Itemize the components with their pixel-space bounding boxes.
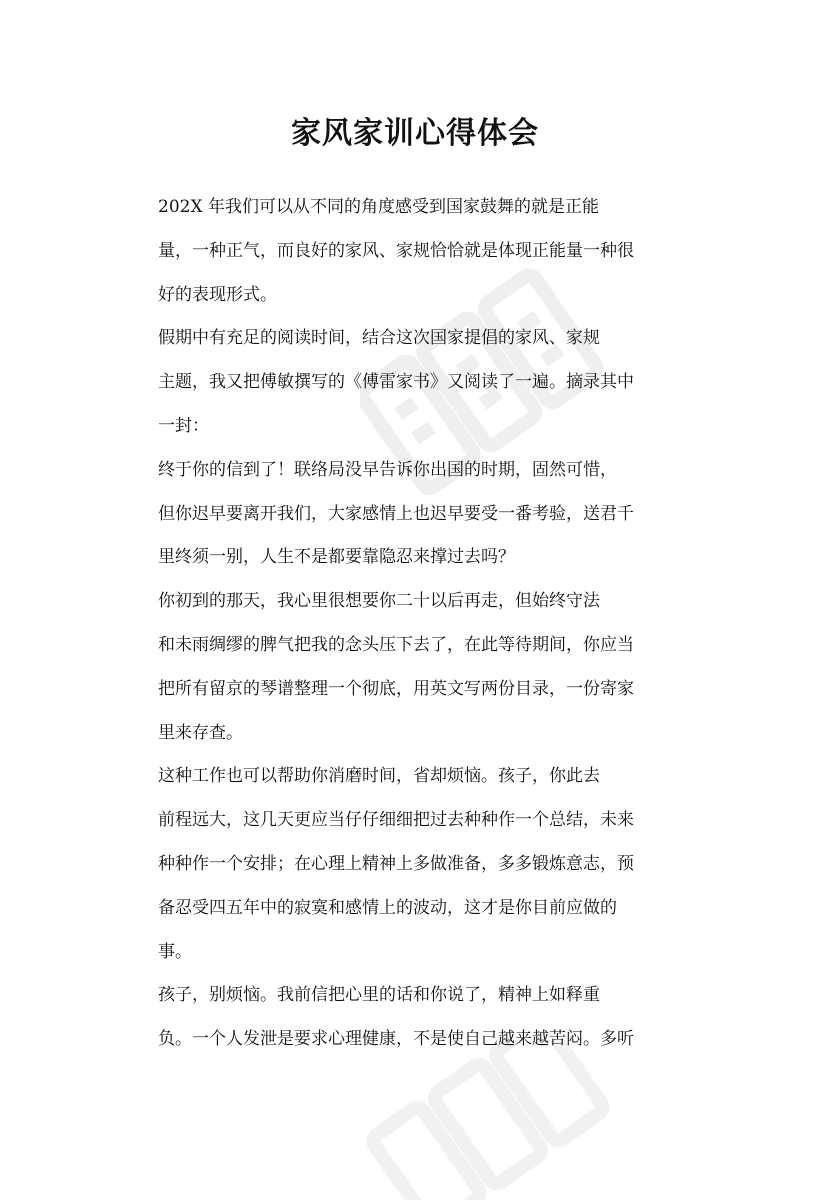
text-line: 负。一个人发泄是要求心理健康，不是使自己越来越苦闷。多听 bbox=[158, 1029, 634, 1050]
text-line: 孩子，别烦恼。我前信把心里的话和你说了，精神上如释重 bbox=[158, 985, 600, 1006]
text-line: 事。 bbox=[158, 941, 192, 962]
watermark-logo-bottom-icon bbox=[360, 1040, 610, 1200]
text-line: 终于你的信到了！联络局没早告诉你出国的时期，固然可惜， bbox=[158, 459, 617, 480]
text-line: 202X 年我们可以从不同的角度感受到国家鼓舞的就是正能 bbox=[158, 197, 599, 217]
text-line: 把所有留京的琴谱整理一个彻底，用英文写两份目录，一份寄家 bbox=[158, 678, 634, 699]
text-line: 里来存查。 bbox=[158, 722, 243, 743]
text-line: 和未雨绸缪的脾气把我的念头压下去了，在此等待期间，你应当 bbox=[158, 634, 634, 655]
text-line: 种种作一个安排；在心理上精神上多做准备，多多锻炼意志，预 bbox=[158, 853, 634, 874]
text-line: 但你迟早要离开我们，大家感情上也迟早要受一番考验，送君千 bbox=[158, 503, 634, 524]
document-body bbox=[158, 186, 638, 1062]
text-line: 主题，我又把傅敏撰写的《傅雷家书》又阅读了一遍。摘录其中 bbox=[158, 372, 634, 393]
text-line: 好的表现形式。 bbox=[158, 284, 277, 305]
text-line: 这种工作也可以帮助你消磨时间，省却烦恼。孩子，你此去 bbox=[158, 766, 600, 787]
text-line: 一封： bbox=[158, 415, 209, 436]
text-line: 备忍受四五年中的寂寞和感情上的波动，这才是你目前应做的 bbox=[158, 897, 617, 918]
text-line: 你初到的那天，我心里很想要你二十以后再走，但始终守法 bbox=[158, 591, 600, 612]
text-line: 里终须一别，人生不是都要靠隐忍来撑过去吗？ bbox=[158, 547, 515, 568]
text-line: 量，一种正气，而良好的家风、家规恰恰就是体现正能量一种很 bbox=[158, 240, 634, 261]
text-line: 假期中有充足的阅读时间，结合这次国家提倡的家风、家规 bbox=[158, 328, 600, 349]
document-title: 家风家训心得体会 bbox=[291, 116, 539, 151]
text-line: 前程远大，这几天更应当仔仔细细把过去种种作一个总结，未来 bbox=[158, 810, 634, 831]
